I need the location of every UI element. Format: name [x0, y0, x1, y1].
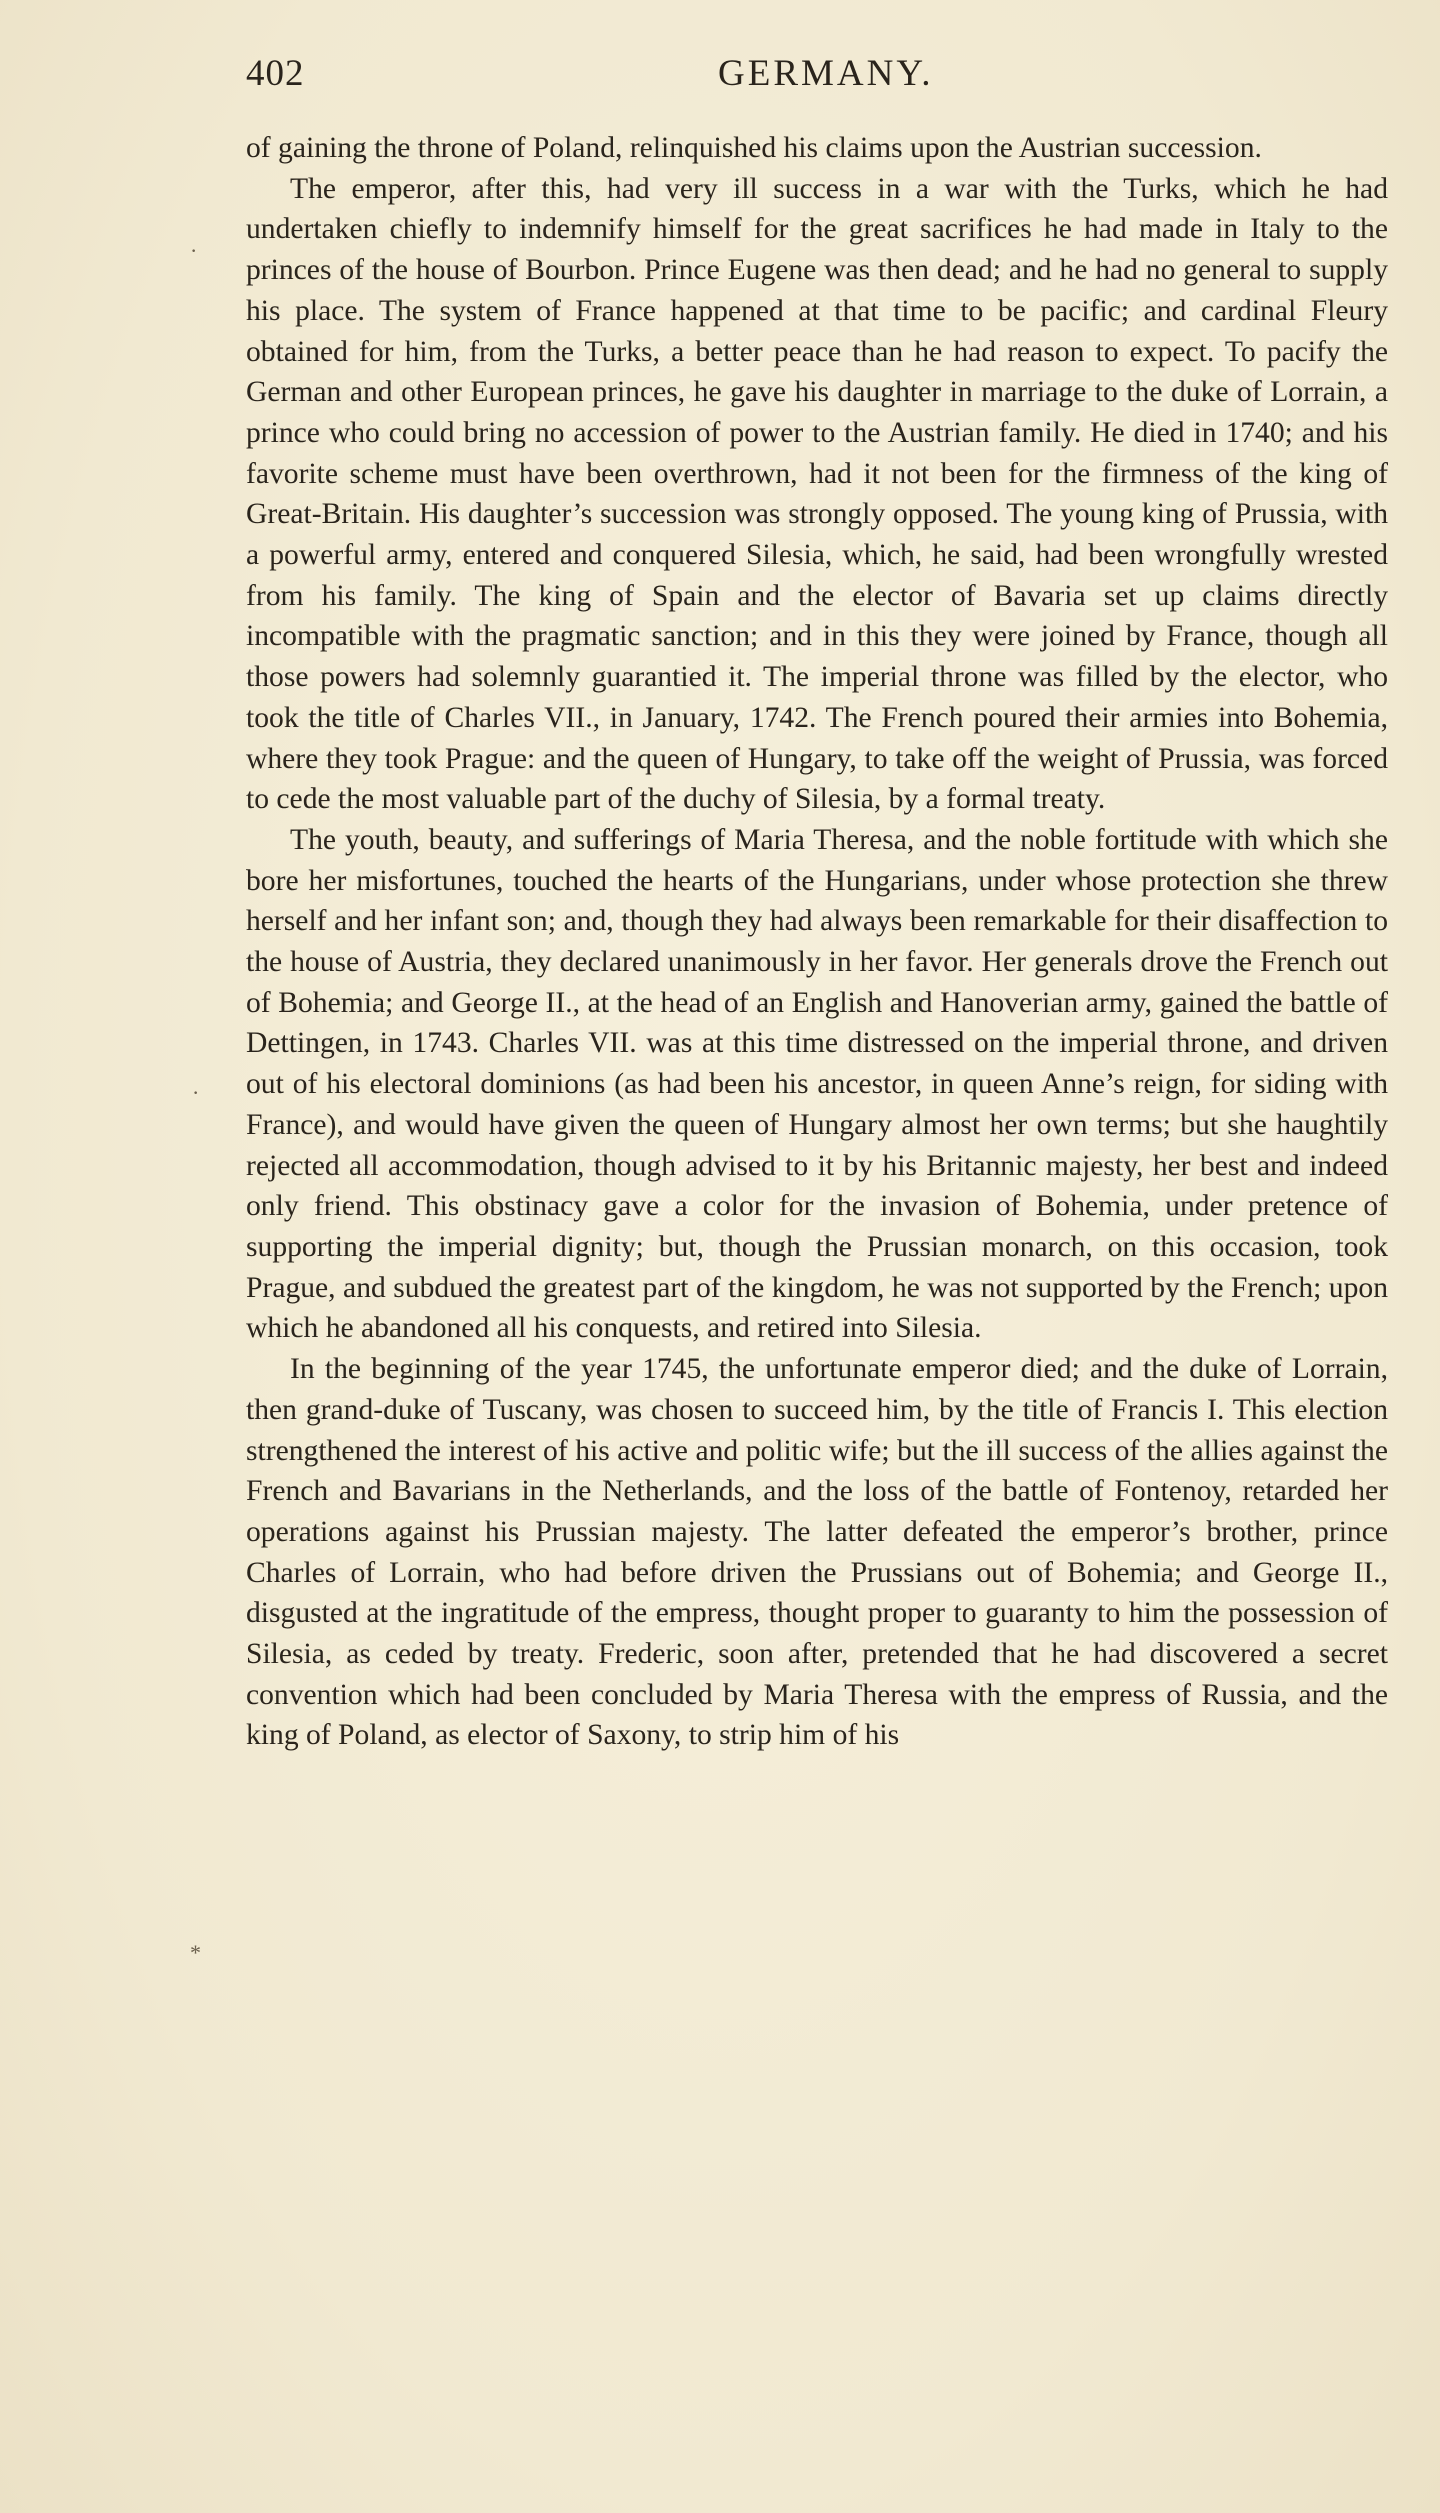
paragraph: The emperor, after this, had very ill success in a war with the Turks, which he had undertaken chiefly to indemnify himself for the great sacrifices he had made in Italy to the princes of the house of Bourbon. Prince Eugene was then dead; and he had no general to supply his place. The system of France happened at that time to be pacific; and cardinal Fleury obtained for him, from the Turks, a better peace than he had reason to expect. To pacify the German and other European princes, he gave his daughter in marriage to the duke of Lorrain, a prince who could bring no accession of power to the Austrian family. He died in 1740; and his favorite scheme must have been overthrown, had it not been for the firmness of the king of Great-Britain. His daughter’s succession was strongly opposed. The young king of Prussia, with a powerful army, entered and conquered Silesia, which, he said, had been wrongfully wrested from his family. The king of Spain and the elector of Bavaria set up claims directly incompatible with the pragmatic sanction; and in this they were joined by France, though all those powers had solemnly guarantied it. The imperial throne was filled by the elector, who took the title of Charles VII., in January, 1742. The French poured their armies into Bohemia, where they took Prague: and the queen of Hungary, to take off the weight of Prussia, was forced to cede the most valuable part of the duchy of Silesia, by a formal treaty. — [246, 172, 1388, 816]
running-title: GERMANY. — [718, 53, 934, 94]
paragraph: In the beginning of the year 1745, the unfortunate emperor died; and the duke of Lorrain, then grand-duke of Tuscany, was chosen to succeed him, by the title of Francis I. This election strengthened the interest of his active and politic wife; but the ill success of the allies against the French and Bavarians in the Netherlands, and the loss of the battle of Fontenoy, retarded her operations against his Prussian majesty. The latter defeated the emperor’s brother, prince Charles of Lorrain, who had before driven the Prussians out of Bohemia; and George II., disgusted at the ingratitude of the empress, thought proper to guaranty to him the possession of Silesia, as ceded by treaty. Frederic, soon after, pretended that he had discovered a secret convention which had been concluded by Maria Theresa with the empress of Russia, and the king of Poland, as elector of Saxony, to strip him of his — [246, 1353, 1388, 1752]
paragraph: The youth, beauty, and sufferings of Maria Theresa, and the noble fortitude with which she bore her misfortunes, touched the hearts of the Hungarians, under whose protection she threw herself and her infant son; and, though they had always been remarkable for their disaffection to the house of Austria, they declared unanimously in her favor. Her generals drove the French out of Bohemia; and George II., at the head of an English and Hanoverian army, gained the battle of Dettingen, in 1743. Charles VII. was at this time distressed on the imperial throne, and driven out of his electoral dominions (as had been his ancestor, in queen Anne’s reign, for siding with France), and would have given the queen of Hungary almost her own terms; but she haughtily rejected all accommodation, though advised to it by his Britannic majesty, her best and indeed only friend. This obstinacy gave a color for the invasion of Bohemia, under pretence of supporting the imperial dignity; but, though the Prussian monarch, on this occasion, took Prague, and subdued the greatest part of the kingdom, he was not supported by the French; upon which he abandoned all his conquests, and retired into Silesia. — [246, 823, 1388, 1345]
body-text — [246, 128, 1388, 1756]
page-number: 402 — [246, 53, 305, 94]
paragraph-continuation: of gaining the throne of Poland, relinquished his claims upon the Austrian succession. — [246, 132, 1262, 164]
margin-speck: · — [190, 238, 198, 263]
margin-speck: * — [190, 1940, 201, 1965]
margin-speck: · — [192, 1080, 200, 1105]
running-head — [246, 52, 1390, 100]
